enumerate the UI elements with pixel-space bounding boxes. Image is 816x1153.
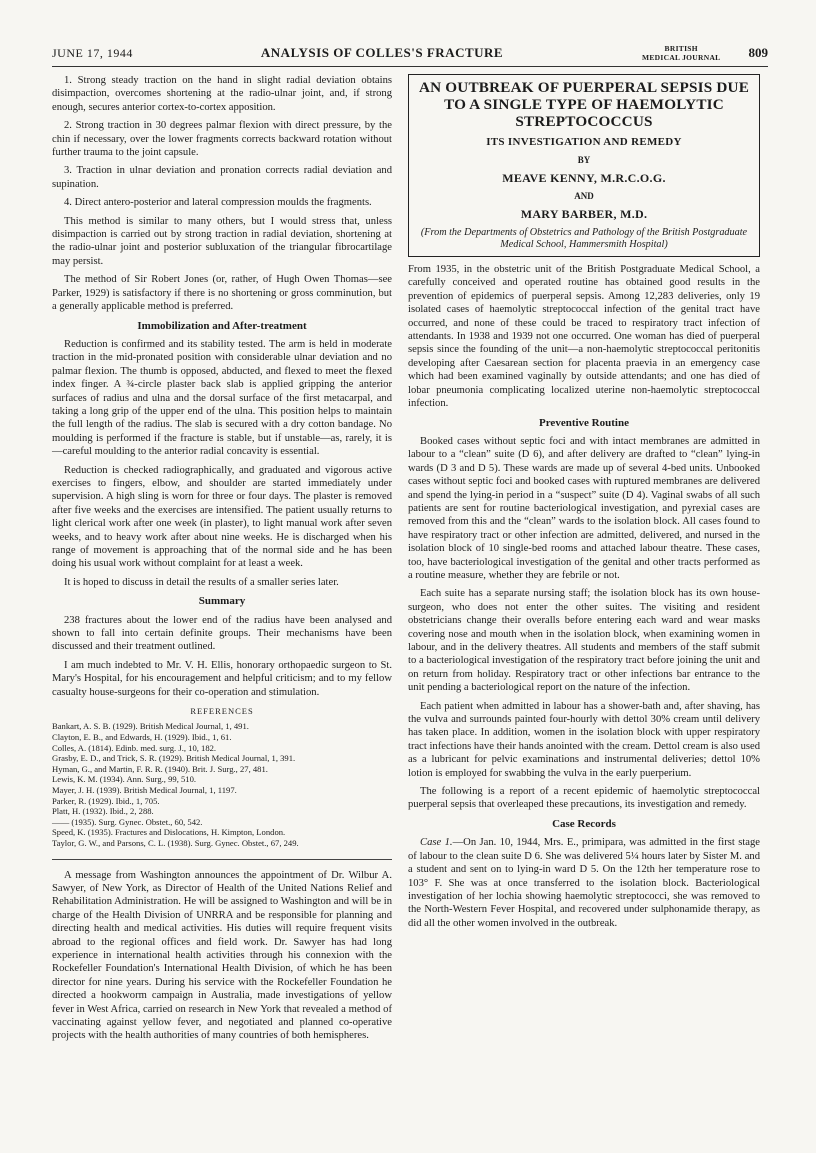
journal-name bbox=[642, 44, 720, 62]
preventive-para-3: Each patient when admitted in labour has a shower-bath and, after shaving, has the vulva and surrounds painted four-hourly with dettol 30% cream until delivery has taken place. In addition, women in the isolation block with upper respiratory tract infections have their hands anointed with the cream. Dettol cream is also used as a lubricant for pelvic examinations and instrumental deliveries; dettol 10% lotion is employed for swabbing the vulva in the early puerperium. bbox=[408, 700, 760, 779]
author-1: MEAVE KENNY, M.R.C.O.G. bbox=[502, 170, 666, 185]
immobilization-para-3: It is hoped to discuss in detail the results of a smaller series later. bbox=[64, 576, 339, 588]
intro-para: From 1935, in the obstetric unit of the British Postgraduate Medical School, a carefully conceived and operated routine has obtained good results in the prevention of epidemics of puerperal sepsis. Among 12,283 deliveries, only 19 isolated cases of haemolytic streptococcal infection of the genital tract have occurred, and none of these could be traced to respiratory tract infection of attendants. In 1938 and 1939 not one occurred. One woman has died of puerperal sepsis since the founding of the unit—a non-haemolytic streptococcal peritonitis developing after Caesarean section for placenta praevia in an emergency case which had been examined vaginally by outside attendants; and one has died of lobar pneumonia complicating localized uterine non-haemolytic streptococcal infection. bbox=[408, 264, 760, 410]
reference-item: Parker, R. (1929). Ibid., 1, 705. bbox=[52, 795, 160, 806]
step-4: 4. Direct antero-posterior and lateral compression moulds the fragments. bbox=[64, 197, 372, 209]
byline-and: AND bbox=[574, 191, 594, 202]
reference-item: Speed, K. (1935). Fractures and Dislocations, H. Kimpton, London. bbox=[52, 827, 286, 838]
preventive-para-4: The following is a report of a recent epidemic of haemolytic streptococcal puerperal sepsis that overleaped these precautions, its investigation and remedy. bbox=[408, 786, 760, 811]
washington-announcement: A message from Washington announces the appointment of Dr. Wilbur A. Sawyer, of New York, as Director of Health of the United Nations Relief and Rehabilitation Administration. He will be assigned to Washington and will be in charge of the Health Division of UNRRA and be responsible for planning and directing health and medical activities. His duties will require frequent visits abroad to the regional offices and field work. Dr. Sawyer has had long experience in international health activities through his connexion with the Rockefeller Foundation's International Health Division, of which he has been director for nine years. During his service with the Rockefeller Foundation he directed a hookworm campaign in Australia, made investigations of yellow fever in West Africa, carried on research in New York that revealed a method of vaccinating against yellow fever, and negotiated and planned co-operative projects with the health authorities of many countries of both hemispheres. bbox=[52, 869, 392, 1042]
reference-item: Bankart, A. S. B. (1929). British Medical Journal, 1, 491. bbox=[52, 721, 249, 732]
reference-item: Colles, A. (1814). Edinb. med. surg. J., 10, 182. bbox=[52, 742, 217, 753]
affiliation: (From the Departments of Obstetrics and Pathology of the British Postgraduate Medical School, Hammersmith Hospital) bbox=[420, 227, 748, 251]
step-1: 1. Strong steady traction on the hand in slight radial deviation obtains disimpaction, overcomes shortening at the radio-ulnar joint, and, if strong enough, secures anterior cortex-to-cortex apposition. bbox=[52, 75, 392, 113]
journal-name-line1: BRITISH bbox=[664, 44, 698, 53]
reference-item: —— (1935). Surg. Gynec. Obstet., 60, 542. bbox=[52, 816, 203, 827]
summary-para-1: 238 fractures about the lower end of the radius have been analysed and shown to fall into certain definite groups. Their mechanisms have been discussed and their treatment outlined. bbox=[52, 614, 392, 653]
step-3: 3. Traction in ulnar deviation and pronation corrects radial deviation and supination. bbox=[52, 165, 392, 190]
preventive-para-1: Booked cases without septic foci and with intact membranes are admitted in labour to a “clean” suite (D 6), and after delivery are drafted to “clean” lying-in wards (D 3 and D 5). These wards are made up of several 4-bed units. Unbooked cases without septic foci and booked cases with ruptured membranes are delivered and spend the lying-in period in a “suspect” suite (D 4). Vaginal swabs of all such patients are sent for routine bacteriological investigation, and pyrexial cases are removed from this and the “clean” wards to the isolation block. All cases found to have respiratory tract or other infection are admitted, delivered, and nursed in the isolation block of 10 single-bed rooms and attached labour theatre. These cases, too, have bacteriological investigation of the genital and other tracts performed as a routine measure, whether they are febrile or not. bbox=[408, 435, 760, 581]
reference-item: Clayton, E. B., and Edwards, H. (1929). Ibid., 1, 61. bbox=[52, 732, 232, 743]
running-title: ANALYSIS OF COLLES'S FRACTURE bbox=[260, 45, 504, 60]
reference-item: Grasby, E. D., and Trick, S. R. (1929). British Medical Journal, 1, 391. bbox=[52, 753, 296, 764]
case-1-label: Case 1. bbox=[420, 837, 453, 849]
summary-heading: Summary bbox=[198, 595, 246, 608]
reference-item: Mayer, J. H. (1939). British Medical Journal, 1, 1197. bbox=[52, 785, 237, 796]
reference-item: Taylor, G. W., and Parsons, C. L. (1938). Surg. Gynec. Obstet., 67, 249. bbox=[52, 838, 299, 848]
article-title: AN OUTBREAK OF PUERPERAL SEPSIS DUE TO A SINGLE TYPE OF HAEMOLYTIC STREPTOCOCCUS bbox=[418, 79, 750, 130]
reference-item: Lewis, K. M. (1934). Ann. Surg., 99, 510. bbox=[52, 774, 197, 785]
immobilization-para-2: Reduction is checked radiographically, and graduated and vigorous active exercises to fingers, elbow, and shoulder are started immediately under supervision. A high sling is worn for three or four days. The plaster is removed after five weeks and the exercises are intensified. The patient usually returns to light clerical work after one week (in plaster), to light manual work after seven weeks, and to heavy work after about nine weeks. He is discharged when his range of movement is approaching that of the normal side and he has been doing his usual work without complaint for at least a week. bbox=[52, 464, 392, 570]
para-jones-method: The method of Sir Robert Jones (or, rather, of Hugh Owen Thomas—see Parker, 1929) is satisfactory if there is no shortening or gross comminution, but a generally applicable method is preferred. bbox=[52, 274, 392, 313]
case-records-heading: Case Records bbox=[552, 817, 616, 830]
para-similar-method: This method is similar to many others, but I would stress that, unless disimpaction is carried out by strong traction in radial deviation, shortening at the radio-ulnar joint and posterior subluxation of the triangular fibrocartilage may persist. bbox=[52, 215, 392, 267]
issue-date: JUNE 17, 1944 bbox=[52, 46, 133, 60]
preventive-routine-heading: Preventive Routine bbox=[539, 416, 629, 429]
immobilization-heading: Immobilization and After-treatment bbox=[137, 319, 307, 332]
author-2: MARY BARBER, M.D. bbox=[520, 206, 648, 221]
references-heading: REFERENCES bbox=[190, 706, 254, 717]
references-list bbox=[52, 721, 392, 848]
left-column bbox=[52, 74, 392, 1048]
article-title-block bbox=[408, 74, 760, 257]
right-column bbox=[408, 74, 760, 935]
running-header bbox=[52, 44, 768, 67]
reference-item: Platt, H. (1932). Ibid., 2, 288. bbox=[52, 806, 154, 817]
reference-item: Hyman, G., and Martin, F. R. R. (1940). Brit. J. Surg., 27, 481. bbox=[52, 763, 268, 774]
section-divider bbox=[52, 859, 392, 860]
byline-by: BY bbox=[577, 155, 591, 166]
preventive-para-2: Each suite has a separate nursing staff; the isolation block has its own house-surgeon, who does not enter the other suites. The visiting and resident obstetricians change their overalls before entering each ward and wear masks covering nose and mouth when in the isolation block, when examining women in labour, and in the delivery theatres. All students and members of the staff submit to a bacteriological investigation of the respiratory tract before joining the unit and on return from holiday. Respiratory tract or other infections bar entrance to the unit pending a bacteriological report on the nature of the infection. bbox=[408, 588, 760, 694]
case-1-text: —On Jan. 10, 1944, Mrs. E., primipara, was admitted in the first stage of labour to the clean suite D 6. She was delivered 5¼ hours later by Sister M. and a student and sent on to lying-in ward D 5. On the 12th her temperature rose to 103° F. She was at once transferred to the isolation block. Bacteriological investigation of her lochia showing haemolytic streptococci, she was removed to the North-Western Fever Hospital, and recovered under sulphonamide therapy, as did all the other women involved in the outbreak. bbox=[408, 837, 761, 929]
case-1-para bbox=[408, 836, 760, 930]
journal-name-line2: MEDICAL JOURNAL bbox=[642, 53, 721, 62]
acknowledgement-para: I am much indebted to Mr. V. H. Ellis, honorary orthopaedic surgeon to St. Mary's Hospital, for his encouragement and helpful criticism; and to my fellow casualty house-surgeons for their co-operation and stimulation. bbox=[52, 659, 392, 698]
article-subtitle: ITS INVESTIGATION AND REMEDY bbox=[486, 136, 682, 148]
immobilization-para-1: Reduction is confirmed and its stability tested. The arm is held in moderate traction in the mid-pronated position with considerable ulnar deviation and no palmar flexion. The thumb is opposed, abducted, and flexed to meet the flexed index finger. A ¾-circle plaster back slab is applied gripping the anterior surfaces of radius and ulna and the dorsal surface of the first metacarpal, and taking a long grip of the upper end of the ulna. This position helps to maintain the full length of the radius. The slab is secured with a dry cotton bandage. No moulding is performed if the fracture is stable, but if unstable—as, rarely, it is—careful moulding to the anterior radial concavity is essential. bbox=[52, 338, 392, 458]
step-2: 2. Strong traction in 30 degrees palmar flexion with direct pressure, by the chin if necessary, over the lower fragments corrects backward rotation without further trauma to the joint capsule. bbox=[52, 120, 392, 159]
page-number: 809 bbox=[748, 45, 768, 60]
